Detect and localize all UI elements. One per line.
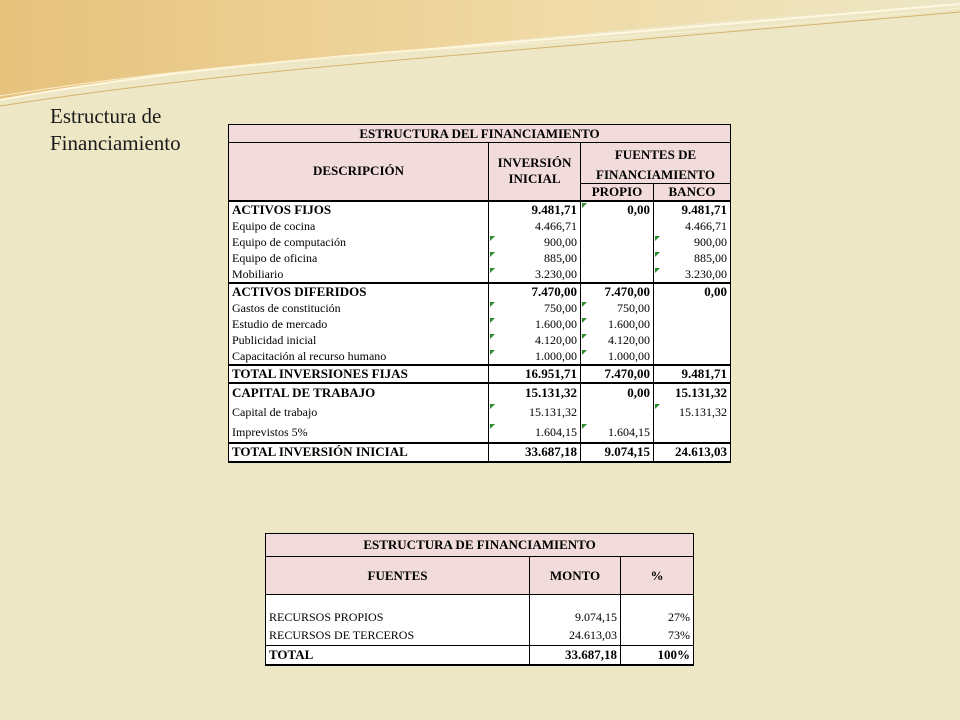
slide-title: [50, 103, 181, 157]
cell-inversion: 1.604,15: [489, 423, 581, 443]
cell-banco: [654, 423, 731, 443]
cell-inversion: 4.120,00: [489, 333, 581, 349]
cell-monto: 33.687,18: [530, 646, 621, 665]
table-row: [229, 383, 731, 403]
cell-propio: 1.600,00: [581, 317, 654, 333]
cell-propio: 7.470,00: [581, 283, 654, 301]
cell-banco: 15.131,32: [654, 383, 731, 403]
cell-propio: 1.000,00: [581, 349, 654, 365]
cell-inversion: 7.470,00: [489, 283, 581, 301]
row-label: RECURSOS DE TERCEROS: [266, 627, 530, 646]
row-label: TOTAL INVERSIÓN INICIAL: [229, 443, 489, 462]
cell-banco: [654, 333, 731, 349]
cell-propio: 9.074,15: [581, 443, 654, 462]
table-row: [229, 333, 731, 349]
cell-propio: [581, 219, 654, 235]
table-row: [229, 301, 731, 317]
row-label: Equipo de oficina: [229, 251, 489, 267]
header-banco: BANCO: [654, 183, 731, 201]
row-label: TOTAL INVERSIONES FIJAS: [229, 365, 489, 383]
table-row: [266, 646, 694, 665]
row-label: Capital de trabajo: [229, 403, 489, 423]
cell-propio: 1.604,15: [581, 423, 654, 443]
cell-banco: 0,00: [654, 283, 731, 301]
row-label: Gastos de constitución: [229, 301, 489, 317]
table-row: [266, 608, 694, 627]
table-row: [229, 317, 731, 333]
cell-banco: [654, 317, 731, 333]
cell-inversion: 9.481,71: [489, 201, 581, 219]
cell-inversion: 1.600,00: [489, 317, 581, 333]
cell-inversion: 15.131,32: [489, 403, 581, 423]
cell-banco: [654, 349, 731, 365]
cell-inversion: 750,00: [489, 301, 581, 317]
row-label: Estudio de mercado: [229, 317, 489, 333]
header-fuentes-line-2: FINANCIAMIENTO: [581, 167, 731, 184]
header-propio: PROPIO: [581, 183, 654, 201]
cell-banco: 4.466,71: [654, 219, 731, 235]
table-row: [229, 365, 731, 383]
cell-inversion: 15.131,32: [489, 383, 581, 403]
cell-banco: 9.481,71: [654, 201, 731, 219]
table-row: [266, 627, 694, 646]
financing-structure-table: [228, 124, 731, 463]
header-fuentes-line-1: FUENTES DE: [581, 143, 731, 167]
financing-sources-table: [265, 533, 694, 666]
cell-propio: [581, 267, 654, 283]
row-label: Equipo de computación: [229, 235, 489, 251]
table-row: [229, 423, 731, 443]
cell-monto: 24.613,03: [530, 627, 621, 646]
table-row: [229, 267, 731, 283]
table-row: [229, 403, 731, 423]
cell-porcentaje: 73%: [621, 627, 694, 646]
row-label: RECURSOS PROPIOS: [266, 608, 530, 627]
cell-inversion: 3.230,00: [489, 267, 581, 283]
row-label: Mobiliario: [229, 267, 489, 283]
cell-banco: 15.131,32: [654, 403, 731, 423]
cell-inversion: 4.466,71: [489, 219, 581, 235]
cell-inversion: 900,00: [489, 235, 581, 251]
slide-title-line-1: Estructura de: [50, 104, 162, 128]
header-inversion-inicial: [489, 143, 581, 201]
row-label: TOTAL: [266, 646, 530, 665]
cell-inversion: 885,00: [489, 251, 581, 267]
table-row: [229, 283, 731, 301]
cell-inversion: 16.951,71: [489, 365, 581, 383]
header-porcentaje: %: [621, 557, 694, 595]
spacer-cell: [530, 595, 621, 608]
cell-propio: [581, 403, 654, 423]
header-monto: MONTO: [530, 557, 621, 595]
cell-inversion: 1.000,00: [489, 349, 581, 365]
cell-banco: 885,00: [654, 251, 731, 267]
row-label: CAPITAL DE TRABAJO: [229, 383, 489, 403]
cell-banco: 9.481,71: [654, 365, 731, 383]
table-row: [229, 235, 731, 251]
header-fuentes: FUENTES: [266, 557, 530, 595]
table-row: [229, 349, 731, 365]
spacer-cell: [621, 595, 694, 608]
cell-propio: 0,00: [581, 383, 654, 403]
cell-inversion: 33.687,18: [489, 443, 581, 462]
table-row: [229, 251, 731, 267]
cell-banco: [654, 301, 731, 317]
cell-monto: 9.074,15: [530, 608, 621, 627]
row-label: Equipo de cocina: [229, 219, 489, 235]
row-label: Capacitación al recurso humano: [229, 349, 489, 365]
table-row: [229, 219, 731, 235]
table-title: ESTRUCTURA DEL FINANCIAMIENTO: [229, 125, 731, 143]
cell-propio: 0,00: [581, 201, 654, 219]
slide-title-line-2: Financiamiento: [50, 131, 181, 155]
cell-propio: 4.120,00: [581, 333, 654, 349]
header-inversion-line-2: INICIAL: [508, 171, 561, 187]
cell-porcentaje: 100%: [621, 646, 694, 665]
cell-propio: [581, 235, 654, 251]
row-label: Publicidad inicial: [229, 333, 489, 349]
header-inversion-line-1: INVERSIÓN: [497, 155, 572, 171]
cell-banco: 900,00: [654, 235, 731, 251]
spacer-cell: [266, 595, 530, 608]
cell-banco: 24.613,03: [654, 443, 731, 462]
cell-propio: [581, 251, 654, 267]
table-row: [229, 201, 731, 219]
cell-porcentaje: 27%: [621, 608, 694, 627]
table-row: [229, 443, 731, 462]
cell-banco: 3.230,00: [654, 267, 731, 283]
cell-propio: 750,00: [581, 301, 654, 317]
row-label: ACTIVOS FIJOS: [229, 201, 489, 219]
table-title: ESTRUCTURA DE FINANCIAMIENTO: [266, 534, 694, 557]
row-label: Imprevistos 5%: [229, 423, 489, 443]
cell-propio: 7.470,00: [581, 365, 654, 383]
header-descripcion: DESCRIPCIÓN: [229, 143, 489, 201]
row-label: ACTIVOS DIFERIDOS: [229, 283, 489, 301]
